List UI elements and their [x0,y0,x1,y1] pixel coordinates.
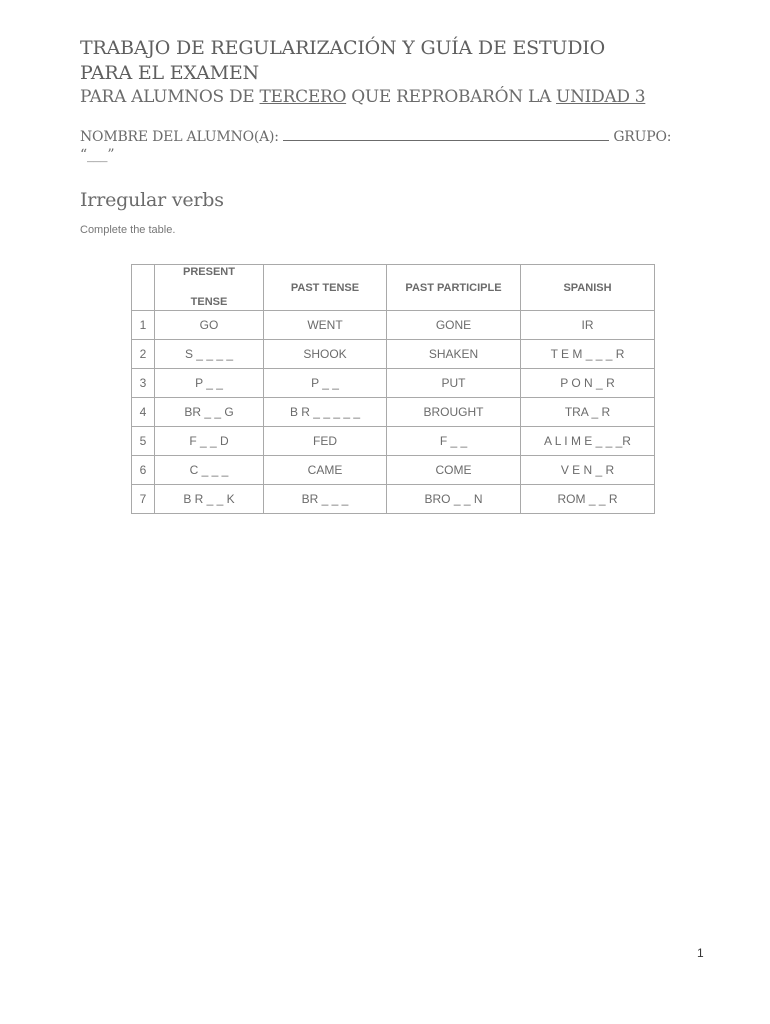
row-number: 5 [132,427,155,456]
table-row [132,398,655,427]
cell-participle[interactable]: GONE [387,311,521,340]
page-number: 1 [697,946,704,960]
row-number: 2 [132,340,155,369]
cell-past[interactable]: B R _ _ _ _ _ [264,398,387,427]
cell-spanish[interactable]: ROM _ _ R [521,485,655,514]
header-past-tense: PAST TENSE [264,265,387,311]
cell-present[interactable]: BR _ _ G [155,398,264,427]
instruction-text: Complete the table. [80,224,176,236]
header-past-participle: PAST PARTICIPLE [387,265,521,311]
row-number: 1 [132,311,155,340]
cell-participle[interactable]: SHAKEN [387,340,521,369]
subtitle-unit: UNIDAD 3 [556,87,646,107]
cell-past[interactable]: WENT [264,311,387,340]
cell-spanish[interactable]: A L I M E _ _ _R [521,427,655,456]
cell-present[interactable]: C _ _ _ [155,456,264,485]
header-present-line-2: TENSE [190,296,228,308]
header-present-line-1: PRESENT [183,266,235,278]
cell-past[interactable]: BR _ _ _ [264,485,387,514]
table-row [132,340,655,369]
table-header-row [132,265,655,311]
row-number: 4 [132,398,155,427]
group-blank-field[interactable]: “___” [80,147,115,163]
table-row [132,427,655,456]
table-row [132,311,655,340]
cell-present[interactable]: S _ _ _ _ [155,340,264,369]
cell-past[interactable]: CAME [264,456,387,485]
row-number: 6 [132,456,155,485]
group-label: GRUPO: [609,129,672,145]
cell-participle[interactable]: COME [387,456,521,485]
subtitle-grade: TERCERO [259,87,347,107]
cell-past[interactable]: P _ _ [264,369,387,398]
header-spanish: SPANISH [521,265,655,311]
cell-participle[interactable]: BROUGHT [387,398,521,427]
cell-participle[interactable]: PUT [387,369,521,398]
table-row [132,369,655,398]
cell-past[interactable]: SHOOK [264,340,387,369]
cell-present[interactable]: GO [155,311,264,340]
cell-past[interactable]: FED [264,427,387,456]
document-title [80,36,700,86]
cell-spanish[interactable]: T E M _ _ _ R [521,340,655,369]
name-blank-field[interactable] [283,129,609,141]
student-info-line [80,128,700,164]
irregular-verbs-table [131,264,655,514]
cell-participle[interactable]: BRO _ _ N [387,485,521,514]
title-line-2: PARA EL EXAMEN [80,62,259,84]
document-page [80,36,700,236]
document-subtitle [80,86,700,108]
cell-present[interactable]: B R _ _ K [155,485,264,514]
cell-spanish[interactable]: P O N _ R [521,369,655,398]
name-label: NOMBRE DEL ALUMNO(A): [80,129,284,145]
cell-present[interactable]: F _ _ D [155,427,264,456]
row-number: 3 [132,369,155,398]
subtitle-prefix: PARA ALUMNOS DE [80,87,260,107]
cell-participle[interactable]: F _ _ [387,427,521,456]
table-row [132,456,655,485]
cell-spanish[interactable]: TRA _ R [521,398,655,427]
row-number: 7 [132,485,155,514]
header-number [132,265,155,311]
cell-spanish[interactable]: V E N _ R [521,456,655,485]
header-present-tense [155,265,264,311]
cell-spanish[interactable]: IR [521,311,655,340]
subtitle-middle: QUE REPROBARÓN LA [346,87,557,107]
cell-present[interactable]: P _ _ [155,369,264,398]
title-line-1: TRABAJO DE REGULARIZACIÓN Y GUÍA DE ESTUDIO [80,37,605,59]
table-row [132,485,655,514]
section-title: Irregular verbs [80,189,224,211]
